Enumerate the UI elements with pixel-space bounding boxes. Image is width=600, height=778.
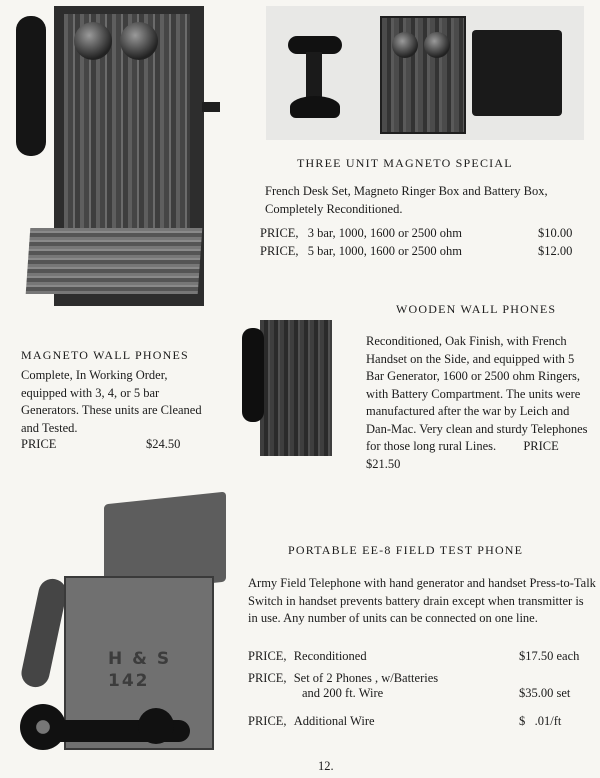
price-label: PRICE,: [260, 226, 299, 240]
french-handset: [242, 328, 264, 422]
magneto-wall-description: Complete, In Working Order, equipped with 3, 4, or 5 bar Generators. These units are Cleaned and Tested.: [21, 368, 202, 435]
carry-strap: [19, 576, 69, 689]
price-spec: Additional Wire: [293, 714, 375, 728]
price-label: PRICE,: [260, 244, 299, 258]
price-spec: Set of 2 Phones , w/Batteries: [293, 671, 439, 685]
field-price-3: $ .01/ft: [519, 714, 562, 728]
price-spec: Reconditioned: [293, 649, 367, 663]
magneto-wall-price: $24.50: [146, 437, 181, 451]
field-price-1: $17.50 each: [519, 649, 580, 663]
oak-box: [260, 320, 332, 456]
magneto-wall-phone-image: [16, 6, 216, 310]
wooden-wall-phone-image: [238, 316, 340, 460]
price-label: PRICE,: [248, 649, 287, 663]
field-phone-description: Army Field Telephone with hand generator and handset Press-to-Talk Switch in handset prevents battery drain except when transmitter is in use. Any number of units can be connected on one line.: [248, 576, 596, 625]
field-price-2: $35.00 set: [519, 686, 571, 700]
writing-shelf: [26, 228, 203, 294]
wooden-wall-price-label: PRICE: [523, 439, 559, 453]
three-unit-heading: THREE UNIT MAGNETO SPECIAL: [297, 156, 513, 170]
three-unit-price-2: $12.00: [538, 244, 573, 258]
page-number: 12.: [318, 759, 334, 773]
wooden-wall-price: $21.50: [366, 456, 401, 471]
price-label: PRICE,: [248, 671, 287, 685]
wooden-wall-description: [366, 333, 592, 473]
field-price-row-2: [248, 671, 438, 686]
three-unit-photo: [266, 6, 584, 140]
price-label: PRICE,: [248, 714, 287, 728]
french-desk-set: [280, 28, 346, 126]
three-unit-price-row-1: [260, 226, 462, 241]
magneto-wall-heading: MAGNETO WALL PHONES: [21, 348, 189, 362]
field-price-row-3: [248, 714, 375, 729]
field-phone-image: [20, 498, 232, 770]
price-spec: 5 bar, 1000, 1600 or 2500 ohm: [307, 244, 463, 258]
left-bell: [74, 22, 112, 60]
receiver: [16, 16, 46, 156]
wooden-wall-heading: WOODEN WALL PHONES: [396, 302, 557, 316]
magneto-ringer-box: [380, 16, 466, 134]
transmitter-cap: [20, 704, 66, 750]
three-unit-description: French Desk Set, Magneto Ringer Box and Battery Box, Completely Reconditioned.: [265, 184, 548, 216]
magneto-wall-price-label: PRICE: [21, 437, 57, 451]
price-spec: 3 bar, 1000, 1600 or 2500 ohm: [307, 226, 463, 240]
field-phone-heading: PORTABLE EE-8 FIELD TEST PHONE: [288, 543, 524, 557]
right-bell: [120, 22, 158, 60]
three-unit-price-1: $10.00: [538, 226, 573, 240]
wooden-wall-text: Reconditioned, Oak Finish, with French Handset on the Side, and equipped with 5 Bar Generator, 1600 or 2500 ohm Ringers, with Battery Compartment. The units were manufactured after the war by Leich and Dan-Mac. Very clean and sturdy Telephones for those long rural Lines.: [366, 334, 588, 453]
receiver-cap: [138, 708, 174, 744]
case-stencil: H & S 142: [108, 649, 172, 691]
generator-crank: [202, 102, 220, 112]
field-price-row-1: [248, 649, 367, 664]
field-price-row-2-cont: and 200 ft. Wire: [302, 686, 384, 700]
battery-box: [472, 30, 562, 116]
three-unit-price-row-2: [260, 244, 462, 259]
